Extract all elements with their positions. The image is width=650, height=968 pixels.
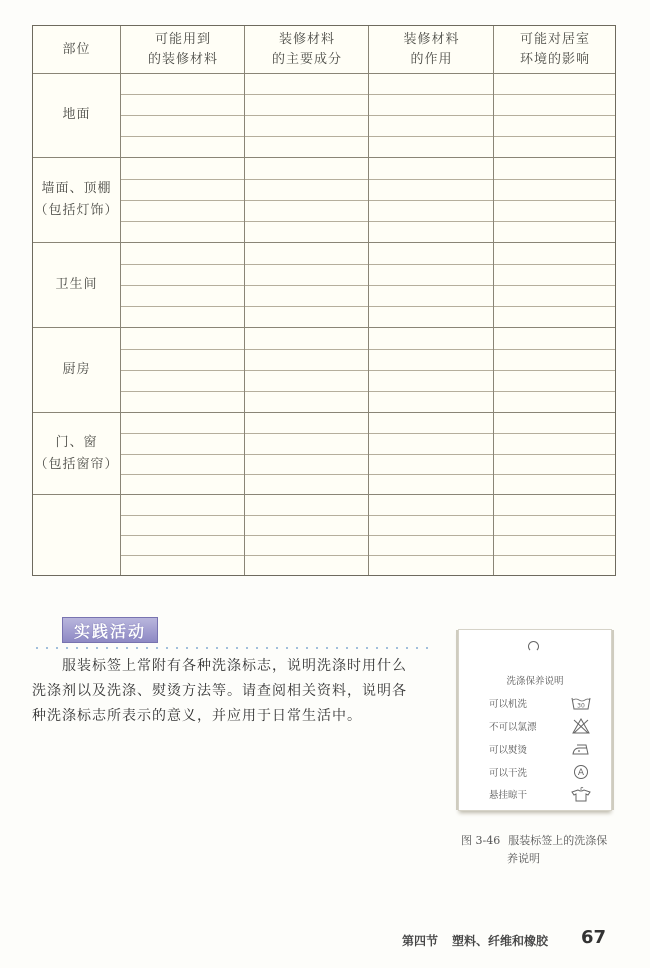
page-number: 67 [581, 927, 607, 948]
header-function [369, 26, 494, 73]
header-composition [245, 26, 369, 73]
caption-text: 服装标签上的洗涤保 [508, 834, 608, 847]
hang-dry-shirt-icon [571, 786, 591, 802]
svg-text:A: A [577, 768, 585, 778]
care-item-machine-wash [489, 694, 591, 712]
section-label: 门、窗 （包括窗帘） [34, 434, 119, 472]
running-footer [402, 932, 548, 949]
activity-banner: 实践活动 [62, 617, 158, 643]
care-label-figure [459, 630, 611, 810]
care-label-title: 洗涤保养说明 [506, 676, 564, 687]
care-item-label: 可以熨烫 [489, 745, 528, 756]
dry-clean-a-icon [571, 764, 591, 780]
header-location [33, 26, 120, 73]
header-text: 的装修材料 [147, 51, 218, 67]
header-impact [494, 26, 616, 73]
iron-icon [571, 741, 591, 757]
section-label [33, 495, 120, 575]
footer-title: 塑料、纤维和橡胶 [452, 934, 549, 948]
column-divider [493, 26, 494, 575]
no-bleach-icon [571, 718, 591, 734]
care-item-hang-dry [489, 785, 591, 803]
washtub-30-icon [571, 695, 591, 711]
care-item-no-bleach [489, 717, 591, 735]
header-text: 部位 [62, 41, 91, 57]
section-label: 厨房 [62, 362, 91, 377]
svg-text:30: 30 [577, 702, 585, 710]
paragraph-line: 种洗涤标志所表示的意义，并应用于日常生活中。 [32, 708, 362, 724]
paragraph-line: 洗涤剂以及洗涤、熨烫方法等。请查阅相关资料，说明各 [32, 683, 407, 699]
header-text: 可能对居室 [519, 31, 590, 47]
header-materials [121, 26, 245, 73]
section-label: 卫生间 [55, 277, 98, 292]
materials-table [32, 25, 616, 576]
header-text: 的作用 [410, 51, 453, 67]
header-text: 装修材料 [278, 31, 335, 47]
section-label: 墙面、顶棚 （包括灯饰） [34, 181, 119, 218]
column-divider [120, 26, 121, 575]
caption-text: 养说明 [507, 852, 540, 865]
header-text: 环境的影响 [519, 51, 590, 67]
care-item-label: 不可以氯漂 [489, 722, 537, 733]
column-divider [244, 26, 245, 575]
figure-number: 图 3-46 [461, 834, 501, 847]
column-divider [368, 26, 369, 575]
figure-caption [461, 832, 621, 868]
care-item-label: 可以机洗 [489, 699, 528, 710]
activity-paragraph [32, 654, 442, 729]
footer-section: 第四节 [402, 934, 439, 948]
dotted-divider [32, 647, 434, 649]
header-text: 可能用到 [154, 31, 211, 47]
care-item-iron [489, 740, 591, 758]
care-item-label: 悬挂晾干 [489, 790, 528, 801]
section-label: 地面 [62, 107, 91, 122]
tag-hole-icon [528, 641, 539, 652]
care-item-dry-clean [489, 763, 591, 781]
paragraph-line: 服装标签上常附有各种洗涤标志，说明洗涤时用什么 [32, 658, 407, 674]
header-text: 装修材料 [403, 31, 460, 47]
header-text: 的主要成分 [271, 51, 342, 67]
care-item-label: 可以干洗 [489, 768, 528, 779]
